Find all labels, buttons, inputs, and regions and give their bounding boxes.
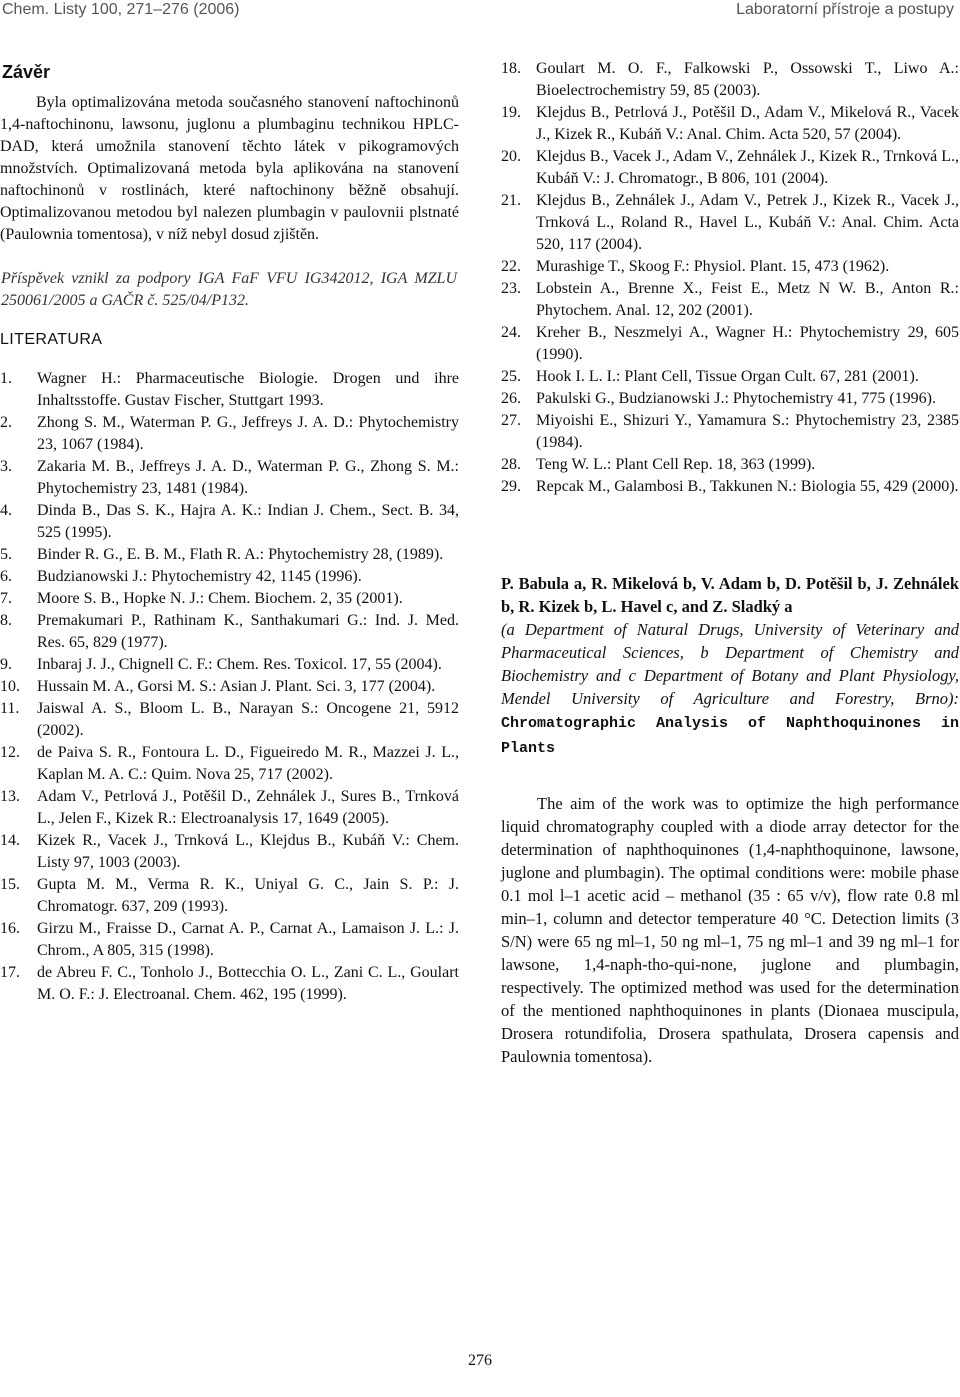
reference-text: Dinda B., Das S. K., Hajra A. K.: Indian J. Chem., Sect. B. 34, 525 (1995). — [37, 502, 459, 541]
reference-item — [501, 256, 959, 278]
reference-item — [0, 456, 459, 500]
reference-number: 26. — [501, 390, 521, 407]
reference-number: 4. — [0, 502, 12, 519]
reference-item — [0, 874, 459, 918]
running-header — [0, 0, 960, 22]
reference-item — [0, 654, 459, 676]
reference-text: Lobstein A., Brenne X., Feist E., Metz N W. B., Anton R.: Phytochem. Anal. 12, 202 (2001). — [536, 280, 959, 319]
reference-text: Budzianowski J.: Phytochemistry 42, 1145 (1996). — [37, 568, 362, 585]
reference-item — [0, 742, 459, 786]
reference-number: 28. — [501, 456, 521, 473]
reference-text: Jaiswal A. S., Bloom L. B., Narayan S.: Oncogene 21, 5912 (2002). — [37, 700, 459, 739]
reference-item — [0, 500, 459, 544]
reference-text: Repcak M., Galambosi B., Takkunen N.: Biologia 55, 429 (2000). — [536, 478, 959, 495]
reference-number: 27. — [501, 412, 521, 429]
reference-number: 22. — [501, 258, 521, 275]
reference-item — [501, 388, 959, 410]
reference-text: Girzu M., Fraisse D., Carnat A. P., Carnat A., Lamaison J. L.: J. Chrom., A 805, 315 (1998). — [37, 920, 459, 959]
reference-item — [501, 146, 959, 190]
reference-item — [501, 58, 959, 102]
reference-text: Premakumari P., Rathinam K., Santhakumari G.: Ind. J. Med. Res. 65, 829 (1977). — [37, 612, 459, 651]
conclusion-paragraph: Byla optimalizována metoda současného stanovení naftochinonů 1,4-naftochinonu, lawsonu, juglonu a plumbaginu technikou HPLC-DAD, která umožnila stanovení těchto látek v pikogramových množstvích. Optimalizovaná metoda byla aplikována na stanovení naftochinonů v rostlinách, které naftochinony běžně obsahují. Optimalizovanou metodou byl nalezen plumbagin v paulovnii plstnaté (Paulownia tomentosa), v níž nebyl dosud zjištěn. — [0, 94, 459, 243]
reference-list-right — [501, 58, 959, 498]
reference-number: 29. — [501, 478, 521, 495]
reference-number: 11. — [0, 700, 20, 717]
reference-item — [0, 412, 459, 456]
reference-text: Wagner H.: Pharmaceutische Biologie. Drogen und ihre Inhaltsstoffe. Gustav Fischer, Stuttgart 1993. — [37, 370, 459, 409]
reference-text: de Abreu F. C., Tonholo J., Bottecchia O. L., Zani C. L., Goulart M. O. F.: J. Electroanal. Chem. 462, 195 (1999). — [37, 964, 459, 1003]
reference-text: Murashige T., Skoog F.: Physiol. Plant. 15, 473 (1962). — [536, 258, 890, 275]
reference-item — [0, 962, 459, 1006]
reference-list-left — [0, 368, 459, 1006]
reference-number: 12. — [0, 744, 20, 761]
reference-text: Adam V., Petrlová J., Potěšil D., Zehnálek J., Sures B., Trnková L., Jelen F., Kizek R.: Electroanalysis 17, 1649 (2005). — [37, 788, 459, 827]
affiliation-text: (a Department of Natural Drugs, University of Veterinary and Pharmaceutical Sciences, b Department of Chemistry and Biochemistry and c Department of Botany and Plant Physiology, Mendel University of Agriculture and Forestry, Brno): — [501, 620, 959, 708]
reference-text: Kizek R., Vacek J., Trnková L., Klejdus B., Kubáň V.: Chem. Listy 97, 1003 (2003). — [37, 832, 459, 871]
reference-number: 17. — [0, 964, 20, 981]
reference-item — [0, 588, 459, 610]
reference-number: 8. — [0, 612, 12, 629]
section-name: Laboratorní přístroje a postupy — [736, 1, 954, 18]
reference-number: 1. — [0, 370, 12, 387]
reference-text: Kreher B., Neszmelyi A., Wagner H.: Phytochemistry 29, 605 (1990). — [536, 324, 959, 363]
reference-text: Goulart M. O. F., Falkowski P., Ossowski T., Liwo A.: Bioelectrochemistry 59, 85 (2003). — [536, 60, 959, 99]
reference-number: 24. — [501, 324, 521, 341]
reference-text: Gupta M. M., Verma R. K., Uniyal G. C., Jain S. P.: J. Chromatogr. 637, 209 (1993). — [37, 876, 459, 915]
reference-item — [0, 544, 459, 566]
reference-item — [501, 322, 959, 366]
reference-text: Klejdus B., Zehnálek J., Adam V., Petrek J., Kizek R., Vacek J., Trnková L., Roland R., Havel L., Kubáň V.: Anal. Chim. Acta 520, 117 (2004). — [536, 192, 959, 253]
reference-number: 16. — [0, 920, 20, 937]
reference-item — [501, 190, 959, 256]
right-column — [501, 58, 959, 1085]
reference-text: de Paiva S. R., Fontoura L. D., Figueiredo M. R., Mazzei J. L., Kaplan M. A. C.: Quim. Nova 25, 717 (2002). — [37, 744, 459, 783]
reference-number: 20. — [501, 148, 521, 165]
reference-number: 25. — [501, 368, 521, 385]
reference-number: 7. — [0, 590, 12, 607]
reference-text: Klejdus B., Vacek J., Adam V., Zehnálek J., Kizek R., Trnková L., Kubáň V.: J. Chromatogr., B 806, 101 (2004). — [536, 148, 959, 187]
reference-number: 9. — [0, 656, 12, 673]
reference-item — [501, 410, 959, 454]
reference-number: 6. — [0, 568, 12, 585]
reference-number: 19. — [501, 104, 521, 121]
journal-citation: Chem. Listy 100, 271–276 (2006) — [2, 1, 240, 18]
summary-authors: P. Babula a, R. Mikelová b, V. Adam b, D. Potěšil b, J. Zehnálek b, R. Kizek b, L. Havel c, and Z. Sladký a — [501, 574, 959, 616]
reference-number: 5. — [0, 546, 12, 563]
reference-number: 3. — [0, 458, 12, 475]
acknowledgement: Příspěvek vznikl za podpory IGA FaF VFU IG342012, IGA MZLU 250061/2005 a GAČR č. 525/04/P132. — [1, 270, 457, 309]
page-number: 276 — [468, 1352, 492, 1369]
reference-number: 10. — [0, 678, 20, 695]
reference-item — [0, 566, 459, 588]
summary-affiliation — [501, 618, 959, 760]
reference-text: Moore S. B., Hopke N. J.: Chem. Biochem. 2, 35 (2001). — [37, 590, 403, 607]
literature-heading: LITERATURA — [0, 331, 103, 348]
reference-text: Zakaria M. B., Jeffreys J. A. D., Waterman P. G., Zhong S. M.: Phytochemistry 23, 1481 (1984). — [37, 458, 459, 497]
reference-text: Inbaraj J. J., Chignell C. F.: Chem. Res. Toxicol. 17, 55 (2004). — [37, 656, 442, 673]
reference-number: 23. — [501, 280, 521, 297]
conclusion-heading: Závěr — [2, 62, 51, 82]
reference-text: Zhong S. M., Waterman P. G., Jeffreys J. A. D.: Phytochemistry 23, 1067 (1984). — [37, 414, 459, 453]
summary-abstract: The aim of the work was to optimize the high performance liquid chromatography coupled with a diode array detector for the determination of naphthoquinones (1,4-naphthoquinone, lawsone, juglone and plumbagin). The optimal conditions were: mobile phase 0.1 mol l–1 acetic acid – methanol (35 : 65 v/v), flow rate 0.8 ml min–1, column and detector temperature 40 °C. Detection limits (3 S/N) were 65 ng ml–1, 50 ng ml–1, 75 ng ml–1 and 39 ng ml–1 for lawsone, 1,4-naph-tho-qui-none, juglone and plumbagin, respectively. The optimized method was used for the determination of the mentioned naphthoquinones in plants (Dionaea muscipula, Drosera rotundifolia, Drosera spathulata, Drosera capensis and Paulownia tomentosa). — [501, 794, 959, 1066]
reference-item — [501, 476, 959, 498]
reference-text: Binder R. G., E. B. M., Flath R. A.: Phytochemistry 28, (1989). — [37, 546, 444, 563]
summary-title: Chromatographic Analysis of Naphthoquinones in Plants — [501, 715, 959, 757]
reference-item — [0, 830, 459, 874]
reference-number: 13. — [0, 788, 20, 805]
reference-item — [501, 366, 959, 388]
reference-item — [0, 918, 459, 962]
reference-text: Miyoishi E., Shizuri Y., Yamamura S.: Phytochemistry 23, 2385 (1984). — [536, 412, 959, 451]
reference-item — [501, 278, 959, 322]
reference-text: Hook I. L. I.: Plant Cell, Tissue Organ Cult. 67, 281 (2001). — [536, 368, 919, 385]
reference-text: Klejdus B., Petrlová J., Potěšil D., Adam V., Mikelová R., Vacek J., Kizek R., Kubáň V.: Anal. Chim. Acta 520, 57 (2004). — [536, 104, 959, 143]
reference-item — [0, 676, 459, 698]
reference-number: 14. — [0, 832, 20, 849]
reference-item — [0, 698, 459, 742]
reference-item — [501, 102, 959, 146]
reference-number: 18. — [501, 60, 521, 77]
reference-number: 2. — [0, 414, 12, 431]
reference-item — [0, 786, 459, 830]
reference-number: 15. — [0, 876, 20, 893]
reference-number: 21. — [501, 192, 521, 209]
left-column — [0, 58, 459, 1006]
reference-text: Hussain M. A., Gorsi M. S.: Asian J. Plant. Sci. 3, 177 (2004). — [37, 678, 436, 695]
reference-item — [0, 610, 459, 654]
reference-text: Teng W. L.: Plant Cell Rep. 18, 363 (1999). — [536, 456, 816, 473]
reference-text: Pakulski G., Budzianowski J.: Phytochemistry 41, 775 (1996). — [536, 390, 936, 407]
reference-item — [0, 368, 459, 412]
reference-item — [501, 454, 959, 476]
